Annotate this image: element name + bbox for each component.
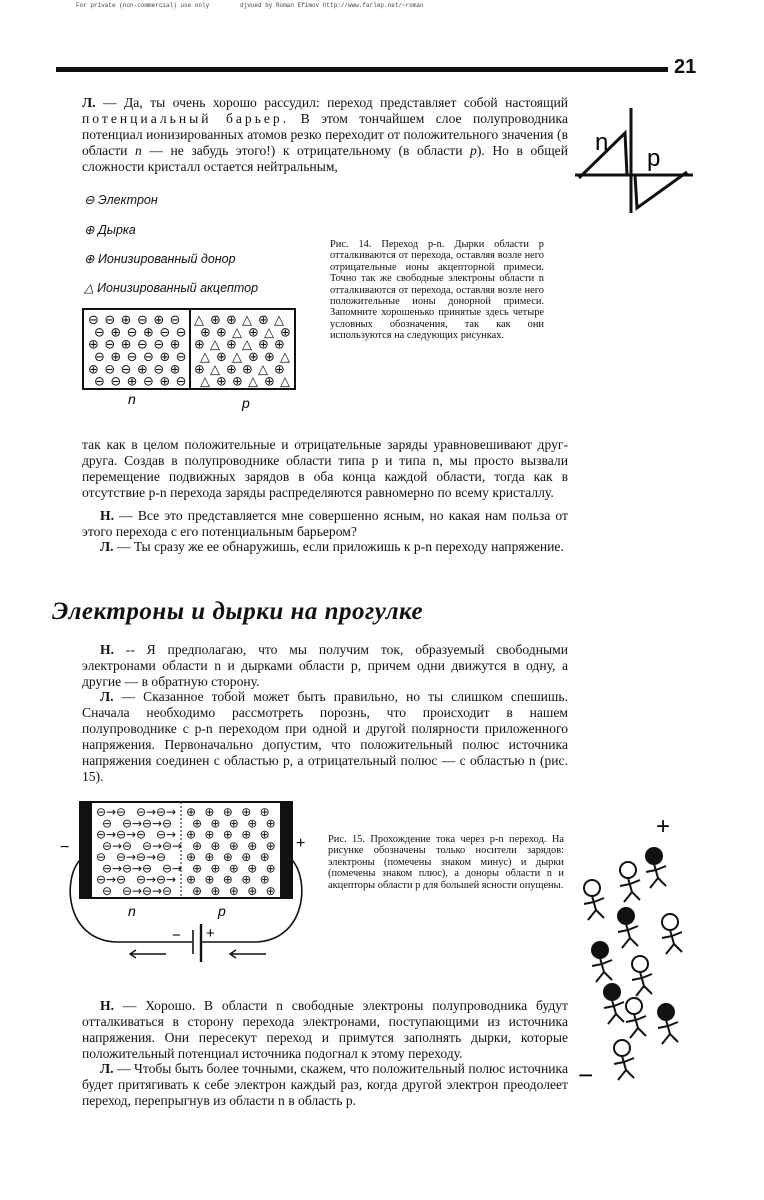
symbol: ⊕: [186, 872, 197, 887]
symbol: △: [280, 350, 290, 365]
carrier-head: [592, 942, 608, 958]
symbol: ⊖: [116, 872, 127, 887]
fig15-caption: Рис. 15. Прохождение тока через p-n переход. На рисунке обозначены только носители зарядов: электроны (помечены знаком минус) и дырки (помечены знаком плюс), а доноры области n и акцепторы области p для большей ясности опущены.: [328, 834, 564, 891]
fig15-label-p: p: [218, 903, 226, 919]
symbol: ⊕: [192, 838, 203, 853]
symbol: ⊕: [248, 325, 259, 341]
symbol: ⊖→: [96, 827, 117, 842]
legend-hole: ⊕ Дырка: [84, 223, 136, 237]
paragraph-5: Н. -- Я предполагаю, что мы получим ток, образуемый свободными электронами области n и дырками области p, причем одни движутся в одну, а другие — в обратную сторону.: [82, 642, 568, 689]
carrier-head: [604, 984, 620, 1000]
symbol: ⊖: [102, 883, 113, 898]
symbol: ⊕: [228, 861, 239, 876]
symbol: ⊕: [186, 850, 197, 864]
symbol: ⊕: [153, 313, 165, 328]
fig15-circuit: [56, 800, 318, 970]
symbol: ⊖→: [96, 872, 117, 887]
carrier-head: [632, 956, 648, 972]
carrier-head: [620, 862, 636, 878]
legend-electron: ⊖ Электрон: [84, 193, 158, 207]
carrier-head: [618, 908, 634, 924]
symbol: ⊕: [265, 816, 276, 831]
symbol: △: [232, 350, 242, 365]
symbol: ⊕: [210, 816, 221, 831]
carrier-head: [614, 1040, 630, 1056]
symbol: ⊖: [143, 350, 154, 365]
symbol: ⊕: [216, 374, 227, 390]
symbol: ⊖: [102, 816, 113, 831]
carrier-head: [662, 914, 678, 930]
carrier-body: [646, 864, 666, 888]
carrier-body: [604, 1000, 624, 1024]
symbol: ⊖: [104, 313, 116, 328]
symbol: ⊕: [159, 374, 171, 390]
symbol: ⊖→: [122, 816, 143, 831]
symbol: △: [274, 313, 284, 328]
symbol: ⊕: [88, 337, 99, 353]
paragraph-3: Н. — Все это представляется мне совершенно ясным, но какая нам польза от этого перехода с его потенциальным барьером?: [82, 508, 568, 539]
carrier-body: [626, 1014, 646, 1038]
symbol: ⊕: [247, 816, 258, 831]
symbol: ⊖→: [116, 827, 137, 842]
symbol: ⊕: [186, 805, 197, 819]
symbol: ⊖→: [142, 816, 163, 831]
symbol: ⊕: [126, 374, 138, 390]
symbol: ⊖→: [102, 861, 123, 876]
symbol: ⊕: [242, 362, 253, 378]
paragraph-7: Н. — Хорошо. В области n свободные электроны полупроводника будут отталкиваться в сторону перехода электронами, поступающими из источника напряжения. Они пересекут переход и примутся заполнять дырки, которые положительный потенциал источника подогнал к этому переходу.: [82, 998, 568, 1061]
fig14-label-n: n: [128, 391, 136, 407]
symbol: ⊖: [120, 362, 132, 378]
symbol: ⊕: [280, 325, 291, 341]
symbol: ⊕: [216, 325, 227, 341]
symbol: ⊕: [192, 883, 203, 898]
symbol: △: [280, 374, 290, 390]
symbol: ⊖: [137, 337, 148, 353]
symbol: ⊖→: [142, 883, 163, 898]
symbol: △: [210, 362, 220, 378]
symbol: ⊖: [110, 374, 122, 390]
symbol: ⊕: [192, 861, 203, 876]
battery-minus: −: [172, 927, 181, 944]
legend-acceptor: △ Ионизированный акцептор: [84, 281, 259, 295]
symbol: ⊕: [186, 827, 197, 842]
symbol: ⊕: [169, 337, 181, 353]
carrier-body: [618, 924, 638, 948]
symbol: ⊕: [110, 325, 122, 341]
symbol: ⊖→: [116, 850, 137, 864]
symbol: ⊖: [142, 861, 153, 876]
symbol: ⊕: [88, 362, 99, 378]
symbol: ⊕: [247, 883, 258, 898]
cartoon-minus: −: [578, 1060, 594, 1090]
legend-donor: ⊕ Ионизированный донор: [84, 252, 236, 266]
symbol: △: [242, 337, 252, 353]
symbol: ⊕: [169, 362, 181, 378]
symbol: ⊕: [241, 872, 252, 887]
symbol: ⊖: [94, 374, 105, 390]
symbol: ⊕: [120, 337, 132, 353]
symbol: ⊖→: [96, 805, 117, 819]
symbol: ⊕: [210, 883, 221, 898]
fig14-label-p: p: [242, 395, 250, 411]
symbol: ⊖→: [102, 838, 123, 853]
symbol: ⊖: [122, 838, 133, 853]
symbol: ⊕: [228, 883, 239, 898]
symbol: △: [200, 374, 210, 390]
paragraph-2: так как в целом положительные и отрицательные заряды уравновешивают друг-друга. Создав в полупроводнике области типа p и типа n, мы просто вызвали перемещение подвижных зарядов в оба конца каждой области, тогда как в отсутствие p-n перехода заряды распределяются равномерно по всему кристаллу.: [82, 437, 568, 500]
cartoon-plus: +: [656, 813, 671, 840]
symbol: ⊖→: [136, 872, 157, 887]
symbol: ⊖: [94, 325, 105, 341]
symbol: △: [258, 362, 268, 378]
header-note-center: djvued by Roman Efimov http://www.farlep.net/~roman: [240, 2, 424, 9]
symbol: ⊕: [259, 850, 270, 864]
symbol: ⊕: [192, 816, 203, 831]
symbol: ⊕: [241, 850, 252, 864]
symbol: ⊖→: [156, 827, 177, 842]
symbol: △: [194, 313, 204, 328]
carrier-body: [620, 878, 640, 902]
symbol: ⊕: [258, 337, 269, 353]
symbol: ⊕: [241, 827, 252, 842]
symbol: ⊖: [104, 337, 116, 353]
speaker: Л.: [82, 95, 96, 110]
symbol: ⊖: [94, 350, 105, 365]
symbol: ⊕: [159, 350, 171, 365]
symbol: ⊕: [241, 805, 252, 819]
symbol: ⊖: [137, 313, 148, 328]
symbol: ⊖: [88, 313, 99, 328]
symbol: ⊕: [137, 362, 148, 378]
symbol: ⊖→: [136, 805, 157, 819]
paragraph-8: Л. — Чтобы быть более точными, скажем, что положительный полюс источника будет притягивать к себе электрон каждый раз, когда другой электрон преодолеет переход, перепрыгнув из области n в область p.: [82, 1061, 568, 1108]
symbol: ⊖→: [136, 850, 157, 864]
carrier-body: [662, 930, 682, 954]
header-rule: [56, 67, 668, 72]
symbol: ⊕: [265, 861, 276, 876]
symbol: ⊕: [232, 374, 243, 390]
symbol: △: [264, 325, 274, 341]
section-title: Электроны и дырки на прогулке: [52, 598, 424, 625]
symbol: ⊖→: [162, 861, 183, 876]
symbol: ⊖: [175, 325, 187, 341]
carrier-head: [646, 848, 662, 864]
symbol: ⊕: [228, 838, 239, 853]
symbol: ⊕: [110, 350, 122, 365]
symbol: ⊕: [200, 325, 211, 341]
potential-diagram: [575, 108, 695, 218]
symbol: ⊕: [265, 883, 276, 898]
symbol: △: [232, 325, 242, 341]
fig14-caption: Рис. 14. Переход p-n. Дырки области p отталкиваются от перехода, оставляя возле него отрицательные ионы акцепторной примеси. Точно так же свободные электроны области n отталкиваются от перехода, оставляя возле него положительные ионы донорной примеси. Запомните хорошенько принятые здесь четыре условных обозначения, так как они используются на следующих рисунках.: [330, 239, 544, 342]
symbol: ⊕: [247, 861, 258, 876]
symbol: ⊕: [222, 827, 233, 842]
symbol: ⊖: [162, 883, 173, 898]
symbol: ⊖: [175, 374, 187, 390]
symbol: ⊖→: [122, 861, 143, 876]
carrier-body: [614, 1056, 634, 1080]
symbol: ⊖→: [162, 838, 183, 853]
symbol: ⊖: [175, 350, 187, 365]
fig15-label-n: n: [128, 903, 136, 919]
symbol: △: [248, 374, 258, 390]
symbol: ⊕: [228, 816, 239, 831]
fig15-plus-sign: +: [296, 835, 306, 852]
symbol: ⊕: [259, 872, 270, 887]
symbol: ⊖→: [122, 883, 143, 898]
symbol: ⊕: [264, 374, 275, 390]
symbol: ⊖: [104, 362, 116, 378]
symbol: ⊕: [248, 350, 259, 365]
symbol: ⊕: [226, 313, 237, 328]
symbol: ⊖: [126, 350, 138, 365]
symbol: ⊕: [204, 805, 215, 819]
symbol: ⊖: [126, 325, 138, 341]
carrier-body: [592, 958, 612, 982]
paragraph-1: Л. — Да, ты очень хорошо рассудил: переход представляет собой настоящий потенциальный барьер. В этом тончайшем слое полупроводника потенциал ионизированных атомов резко переходит от положительного значения (в области n — не забудь этого!) к отрицательному (в области p). Но в общей сложности кристалл остается нейтральным,: [82, 95, 568, 174]
potential-label-p: p: [647, 145, 661, 172]
symbol: ⊖: [169, 313, 181, 328]
symbol: ⊕: [210, 861, 221, 876]
symbol: ⊕: [210, 838, 221, 853]
symbol: ⊖: [162, 816, 173, 831]
symbol: ⊕: [274, 362, 285, 378]
paragraph-6: Л. — Сказанное тобой может быть правильно, но ты слишком спешишь. Сначала необходимо рассмотреть порознь, что происходит в нашем полупроводнике с p-n переходом при одной и другой полярности приложенного напряжения. Первоначально допустим, что положительный полюс источника напряжения соединен с областью p, а отрицательный полюс — с областью n (рис. 15).: [82, 689, 568, 784]
symbol: ⊕: [120, 313, 132, 328]
symbol: △: [200, 350, 210, 365]
symbol: ⊖: [153, 337, 165, 353]
symbol: ⊕: [204, 850, 215, 864]
carrier-body: [658, 1020, 678, 1044]
battery-plus: +: [206, 925, 215, 942]
symbol: ⊕: [265, 838, 276, 853]
fig15-minus-sign: −: [60, 839, 70, 856]
symbol: ⊖: [96, 850, 107, 864]
symbol: ⊖: [153, 362, 165, 378]
symbol: ⊕: [222, 872, 233, 887]
carrier-body: [632, 972, 652, 996]
symbol: ⊖→: [156, 872, 177, 887]
symbol: ⊖: [143, 374, 154, 390]
symbol: ⊕: [194, 337, 205, 353]
symbol: ⊕: [216, 350, 227, 365]
symbol: ⊖: [156, 850, 167, 864]
symbol: ⊕: [222, 805, 233, 819]
potential-label-n: n: [595, 129, 609, 156]
symbol: ⊕: [259, 827, 270, 842]
symbol: ⊖: [116, 805, 127, 819]
cartoon-carriers: [570, 812, 690, 1092]
carrier-head: [626, 998, 642, 1014]
carrier-head: [658, 1004, 674, 1020]
symbol: ⊕: [222, 850, 233, 864]
symbol: ⊕: [247, 838, 258, 853]
symbol: ⊕: [259, 805, 270, 819]
symbol: ⊕: [274, 337, 285, 353]
symbol: ⊕: [264, 350, 275, 365]
symbol: ⊕: [143, 325, 154, 341]
header-note-left: For private (non-commercial) use only: [76, 2, 210, 9]
symbol: ⊕: [204, 872, 215, 887]
symbol: ⊕: [226, 337, 237, 353]
fig14-crystal: [82, 308, 296, 411]
symbol: ⊖: [159, 325, 171, 341]
symbol: ⊕: [210, 313, 221, 328]
paragraph-4: Л. — Ты сразу же ее обнаружишь, если приложишь к p-n переходу напряжение.: [100, 539, 564, 554]
carrier-head: [584, 880, 600, 896]
carrier-body: [584, 896, 604, 920]
symbol: ⊕: [204, 827, 215, 842]
symbol: △: [242, 313, 252, 328]
page-number: 21: [674, 56, 697, 78]
symbol: ⊕: [226, 362, 237, 378]
symbol: ⊕: [194, 362, 205, 378]
symbol: △: [210, 337, 220, 353]
symbol: ⊖→: [156, 805, 177, 819]
symbol: ⊖: [136, 827, 147, 842]
symbol: ⊕: [258, 313, 269, 328]
symbol: ⊖→: [142, 838, 163, 853]
